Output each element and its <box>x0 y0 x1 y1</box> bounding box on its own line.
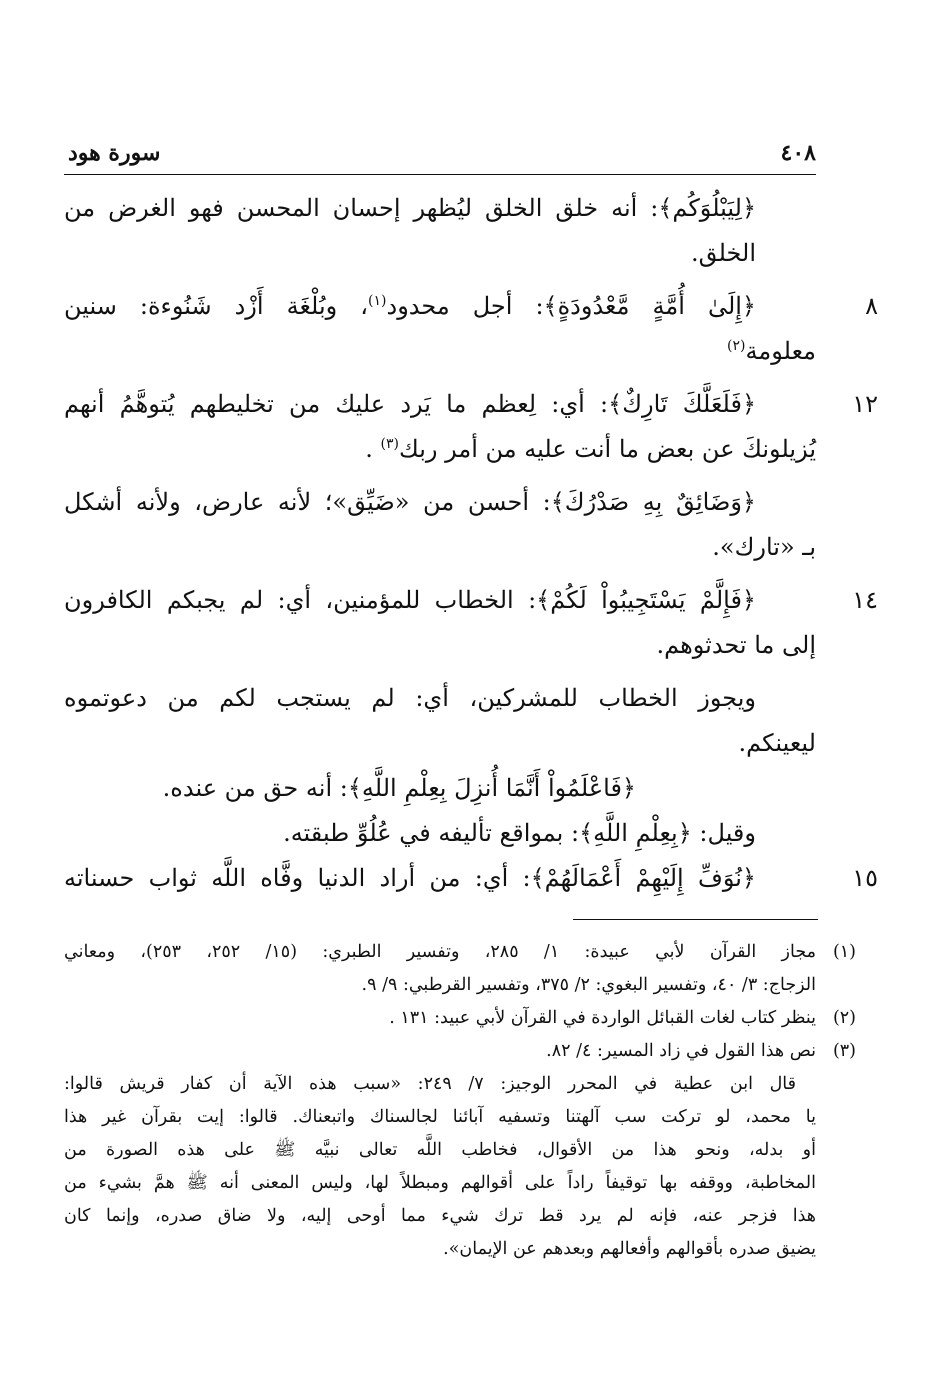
verse-number: ٨ <box>865 292 878 320</box>
text-line: ﴿فَاعْلَمُواْ أَنَّمَا أُنزِلَ بِعِلْمِ اللَّهِ﴾: أنه حق من عنده. <box>162 774 636 802</box>
footnote-line: هذا فزجر عنه، فإنه لم يرد قط ترك شيء مما أوحى إليه، ولا ضاق صدره، وإنما كان <box>64 1206 816 1226</box>
footnote-line: (٢) ينظر كتاب لغات القبائل الواردة في القرآن لأبي عبيد: ١٣١ . <box>64 1002 816 1035</box>
footnote-line: قال ابن عطية في المحرر الوجيز: ٧/ ٢٤٩: «سبب هذه الآية أن كفار قريش قالوا: <box>64 1074 796 1094</box>
main-text <box>64 186 878 901</box>
footnote-marker[interactable]: (٢) <box>727 338 746 354</box>
footnote-line: أو بدله، ونحو هذا من الأقوال، فخاطب اللَّه تعالى نبيَّه ﷺ على هذه الصورة من <box>64 1140 816 1160</box>
page-number: ٤٠٨ <box>780 140 816 166</box>
text-line: وقيل: ﴿بِعِلْمِ اللَّهِ﴾: بمواقع تأليفه في عُلُوِّ طبقته. <box>283 819 756 847</box>
text-line: يُزيلونكَ عن بعض ما أنت عليه من أمر ربك$^{(٣)}$ . <box>365 435 816 463</box>
surah-title: سورة هود <box>68 140 161 166</box>
text-line: الخلق. <box>690 239 756 267</box>
footnote-number: (٣) <box>832 1041 856 1061</box>
footnote-number: (١) <box>832 942 856 962</box>
footnote-rule <box>573 919 818 920</box>
text-line: إلى ما تحدثوهم. <box>656 631 816 659</box>
footnote-line: (١) مجاز القرآن لأبي عبيدة: ١/ ٢٨٥، وتفسير الطبري: (١٥/ ٢٥٢، ٢٥٣)، ومعاني <box>64 936 816 969</box>
footnote-marker[interactable]: (١) <box>368 293 387 309</box>
footnote-line: الزجاج: ٣/ ٤٠، وتفسير البغوي: ٢/ ٣٧٥، وتفسير القرطبي: ٩/ ٩. <box>361 975 816 995</box>
verse-number: ١٢ <box>852 390 878 418</box>
text-line: معلومة$^{(٢)}$ <box>727 337 816 365</box>
footnote-line: يضيق صدره بأقوالهم وأفعالهم وبعدهم عن الإيمان». <box>443 1239 816 1259</box>
text-line: ٨ ﴿إِلَىٰ أُمَّةٍ مَّعْدُودَةٍ﴾: أجل محدود$^{(١)}$، وبُلْغَة أَزْد شَنُوءة: سنين <box>64 284 816 329</box>
text-line: ويجوز الخطاب للمشركين، أي: لم يستجب لكم من دعوتموه <box>64 684 756 712</box>
footnote-line: يا محمد، لو تركت سب آلهتنا وتسفيه آبائنا لجالسناك واتبعناك. قالوا: إيت بقرآن غير هذا <box>64 1107 816 1127</box>
text-line: ١٤ ﴿فَإِلَّمْ يَسْتَجِيبُواْ لَكُمْ﴾: الخطاب للمؤمنين، أي: لم يجبكم الكافرون <box>64 578 816 623</box>
header-rule <box>64 174 816 175</box>
footnotes <box>64 936 856 1266</box>
text-line: ليعينكم. <box>738 729 816 757</box>
text-line: ١٥ ﴿نُوَفِّ إِلَيْهِمْ أَعْمَالَهُمْ﴾: أي: من أراد الدنيا وفَّاه اللَّه ثواب حسناته <box>64 856 816 901</box>
footnote-number: (٢) <box>832 1008 856 1028</box>
text-line: ١٢ ﴿فَلَعَلَّكَ تَارِكٌ﴾: أي: لِعظم ما يَرد عليك من تخليطهم يُتوهَّمُ أنهم <box>64 382 816 427</box>
text-line: ﴿لِيَبْلُوَكُم﴾: أنه خلق الخلق ليُظهر إحسان المحسن فهو الغرض من <box>64 194 757 222</box>
verse-number: ١٥ <box>852 864 878 892</box>
footnote-marker[interactable]: (٣) <box>380 436 400 452</box>
text-line: ﴿وَضَائِقٌ بِهِ صَدْرُكَ﴾: أحسن من «ضَيِّق»؛ لأنه عارض، ولأنه أشكل <box>64 488 756 516</box>
footnote-line: المخاطبة، ووقفه بها توقيفاً راداً على أقوالهم ومبطلاً لها، وليس المعنى أنه ﷺ همَّ بشيء من <box>64 1173 816 1193</box>
verse-number: ١٤ <box>852 586 878 614</box>
footnote-line: (٣) نص هذا القول في زاد المسير: ٤/ ٨٢. <box>64 1035 816 1068</box>
text-line: بـ «تارك». <box>712 533 816 561</box>
